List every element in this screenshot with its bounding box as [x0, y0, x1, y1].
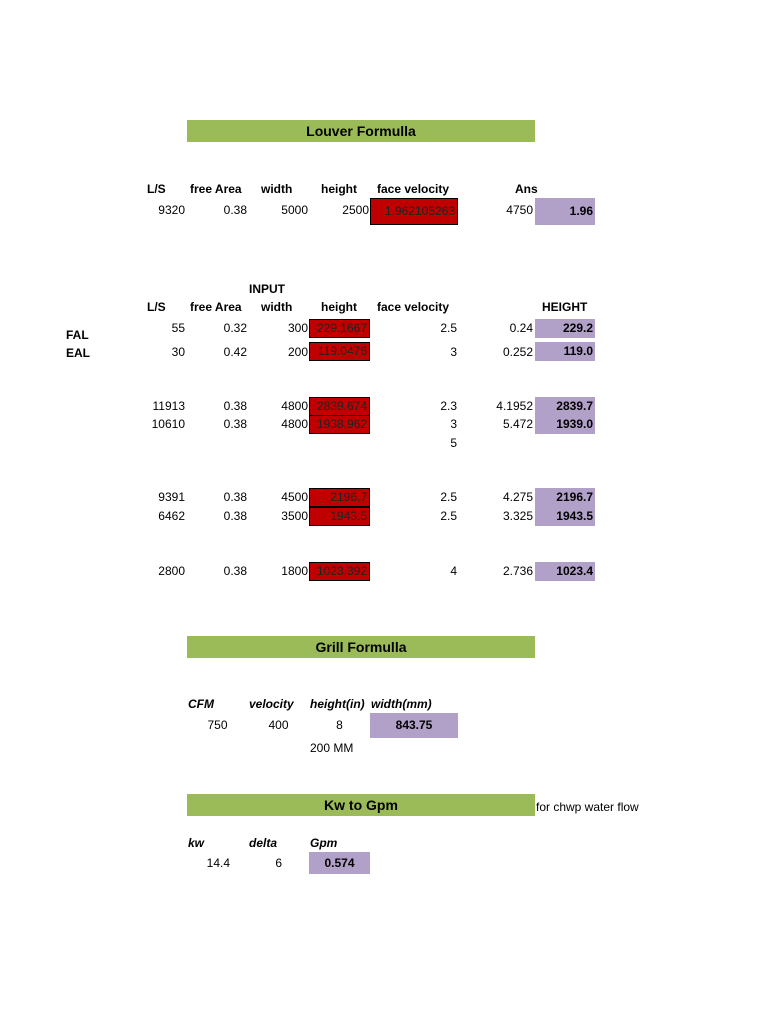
row-area-cell[interactable]: 3.325 — [502, 509, 533, 523]
col-header-face-velocity-2: face velocity — [377, 300, 450, 314]
col-header-width: width — [261, 182, 293, 196]
row-width-cell[interactable]: 4500 — [281, 490, 308, 504]
row-label-fal: FAL — [66, 328, 89, 342]
row-ls-cell[interactable]: 55 — [171, 321, 185, 335]
row-face-velocity-cell[interactable]: 2.3 — [440, 399, 457, 413]
grill-note: 200 MM — [310, 741, 354, 755]
grill-header-cfm: CFM — [188, 697, 214, 711]
row-result-cell[interactable]: 1943.5 — [535, 507, 595, 526]
row-width-cell[interactable]: 1800 — [281, 564, 308, 578]
row-area-cell[interactable]: 0.24 — [509, 321, 533, 335]
row-free-area-cell[interactable]: 0.38 — [223, 399, 247, 413]
kw-value-cell[interactable]: 14.4 — [206, 856, 230, 870]
row-face-velocity-cell[interactable]: 3 — [450, 345, 457, 359]
row-free-area-cell[interactable]: 0.38 — [223, 490, 247, 504]
row-ls-cell[interactable]: 6462 — [158, 509, 185, 523]
row-result-cell[interactable]: 1939.0 — [535, 415, 595, 434]
top-width-cell[interactable]: 5000 — [281, 203, 308, 217]
row-free-area-cell[interactable]: 0.32 — [223, 321, 247, 335]
row-height-cell[interactable]: 229.1667 — [309, 319, 370, 338]
row-ls-cell[interactable]: 9391 — [158, 490, 185, 504]
row-area-cell[interactable]: 0.252 — [502, 345, 533, 359]
col-header-height-2: height — [321, 300, 357, 314]
top-face-velocity-cell[interactable]: 1.962105263 — [370, 198, 458, 225]
row-width-cell[interactable]: 200 — [287, 345, 308, 359]
row-free-area-cell[interactable]: 0.38 — [223, 564, 247, 578]
row-ls-cell[interactable]: 10610 — [151, 417, 185, 431]
top-ans-cell[interactable]: 1.96 — [535, 198, 595, 225]
grill-header-height-in: height(in) — [310, 697, 365, 711]
col-header-width-2: width — [261, 300, 293, 314]
row-height-cell[interactable]: 119.0476 — [309, 342, 370, 361]
col-header-face-velocity: face velocity — [377, 182, 450, 196]
grill-header-width-mm: width(mm) — [371, 697, 432, 711]
kw-header-gpm: Gpm — [310, 836, 338, 850]
louver-section-title: Louver Formulla — [187, 120, 535, 142]
row-face-velocity-cell[interactable]: 2.5 — [440, 490, 457, 504]
grill-width-mm-cell[interactable]: 843.75 — [370, 713, 458, 738]
row-result-cell[interactable]: 229.2 — [535, 319, 595, 338]
top-mid-cell[interactable]: 4750 — [506, 203, 533, 217]
col-header-height-result: HEIGHT — [542, 300, 588, 314]
grill-velocity-cell[interactable]: 400 — [268, 718, 289, 732]
kw-gpm-cell[interactable]: 0.574 — [309, 852, 370, 874]
grill-height-in-cell[interactable]: 8 — [336, 718, 343, 732]
row-height-cell[interactable]: 1938.962 — [309, 415, 370, 434]
row-height-cell[interactable]: 2839.674 — [309, 397, 370, 416]
row-result-cell[interactable]: 1023.4 — [535, 562, 595, 581]
grill-section-title: Grill Formulla — [187, 636, 535, 658]
col-header-ls-2: L/S — [147, 300, 166, 314]
row-result-cell[interactable]: 2839.7 — [535, 397, 595, 416]
col-header-ls: L/S — [147, 182, 166, 196]
row-free-area-cell[interactable]: 0.38 — [223, 417, 247, 431]
input-label: INPUT — [249, 282, 285, 296]
kw-header-kw: kw — [188, 836, 205, 850]
row-width-cell[interactable]: 300 — [287, 321, 308, 335]
row-width-cell[interactable]: 4800 — [281, 417, 308, 431]
row-area-cell[interactable]: 4.275 — [502, 490, 533, 504]
kw-delta-cell[interactable]: 6 — [275, 856, 282, 870]
grill-header-velocity: velocity — [249, 697, 294, 711]
top-free-area-cell[interactable]: 0.38 — [223, 203, 247, 217]
row-face-velocity-cell[interactable]: 4 — [450, 564, 457, 578]
row-area-cell[interactable]: 5.472 — [502, 417, 533, 431]
row-free-area-cell[interactable]: 0.38 — [223, 509, 247, 523]
row-area-cell[interactable]: 2.736 — [502, 564, 533, 578]
col-header-free-area: free Area — [190, 182, 242, 196]
row-face-velocity-cell[interactable]: 2.5 — [440, 321, 457, 335]
extra-value-cell[interactable]: 5 — [450, 436, 457, 450]
col-header-free-area-2: free Area — [190, 300, 242, 314]
top-height-cell[interactable]: 2500 — [342, 203, 369, 217]
row-width-cell[interactable]: 3500 — [281, 509, 308, 523]
kw-side-note: for chwp water flow — [536, 800, 639, 814]
grill-cfm-cell[interactable]: 750 — [207, 718, 228, 732]
row-label-eal: EAL — [66, 346, 90, 360]
row-face-velocity-cell[interactable]: 3 — [450, 417, 457, 431]
kw-section-title: Kw to Gpm — [187, 794, 535, 816]
row-ls-cell[interactable]: 2800 — [158, 564, 185, 578]
row-area-cell[interactable]: 4.1952 — [496, 399, 533, 413]
row-height-cell[interactable]: 2196.7 — [309, 488, 370, 507]
row-height-cell[interactable]: 1023.392 — [309, 562, 370, 581]
col-header-ans: Ans — [515, 182, 538, 196]
row-result-cell[interactable]: 2196.7 — [535, 488, 595, 507]
row-face-velocity-cell[interactable]: 2.5 — [440, 509, 457, 523]
kw-header-delta: delta — [249, 836, 278, 850]
row-ls-cell[interactable]: 11913 — [152, 399, 185, 413]
row-width-cell[interactable]: 4800 — [281, 399, 308, 413]
row-result-cell[interactable]: 119.0 — [535, 342, 595, 361]
row-ls-cell[interactable]: 30 — [171, 345, 185, 359]
col-header-height: height — [321, 182, 357, 196]
row-height-cell[interactable]: 1943.5 — [309, 507, 370, 526]
top-ls-cell[interactable]: 9320 — [158, 203, 185, 217]
row-free-area-cell[interactable]: 0.42 — [223, 345, 247, 359]
